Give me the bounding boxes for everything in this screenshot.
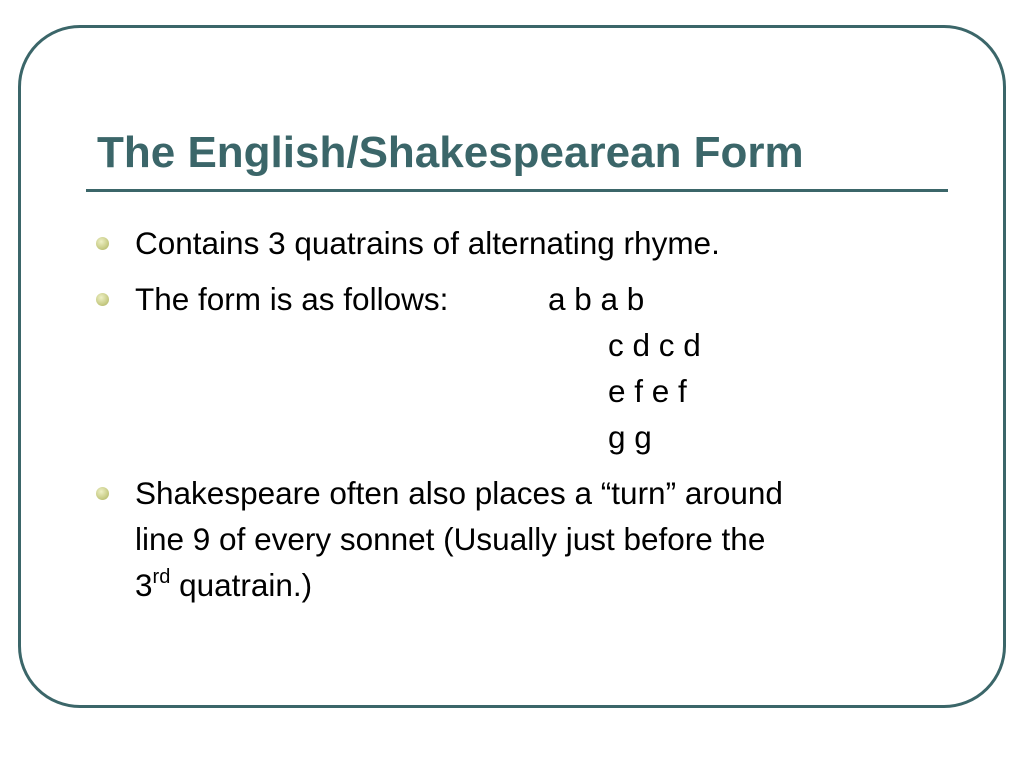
bullet-dot-icon [96, 487, 109, 500]
rhyme-scheme-line-2: c d c d [608, 327, 701, 363]
bullet-text-line: line 9 of every sonnet (Usually just before the [135, 521, 766, 557]
bullet-text-line [135, 562, 783, 608]
rhyme-scheme-line-1: a b a b [548, 281, 645, 317]
bullet-dot-icon [96, 293, 109, 306]
bullet-text-rest: quatrain.) [170, 567, 313, 603]
slide-title: The English/Shakespearean Form [97, 128, 804, 177]
rhyme-scheme-line-3: e f e f [608, 373, 687, 409]
bullet-text-line: Shakespeare often also places a “turn” around [135, 475, 783, 511]
ordinal-number: 3 [135, 567, 153, 603]
bullet-text: Contains 3 quatrains of alternating rhyme. [135, 225, 720, 261]
bullet-text [135, 470, 783, 608]
ordinal-superscript: rd [152, 565, 171, 588]
bullet-dot-icon [96, 237, 109, 250]
rhyme-scheme-line-4: g g [608, 419, 652, 455]
bullet-text: The form is as follows: [135, 281, 449, 317]
title-underline [86, 189, 948, 192]
